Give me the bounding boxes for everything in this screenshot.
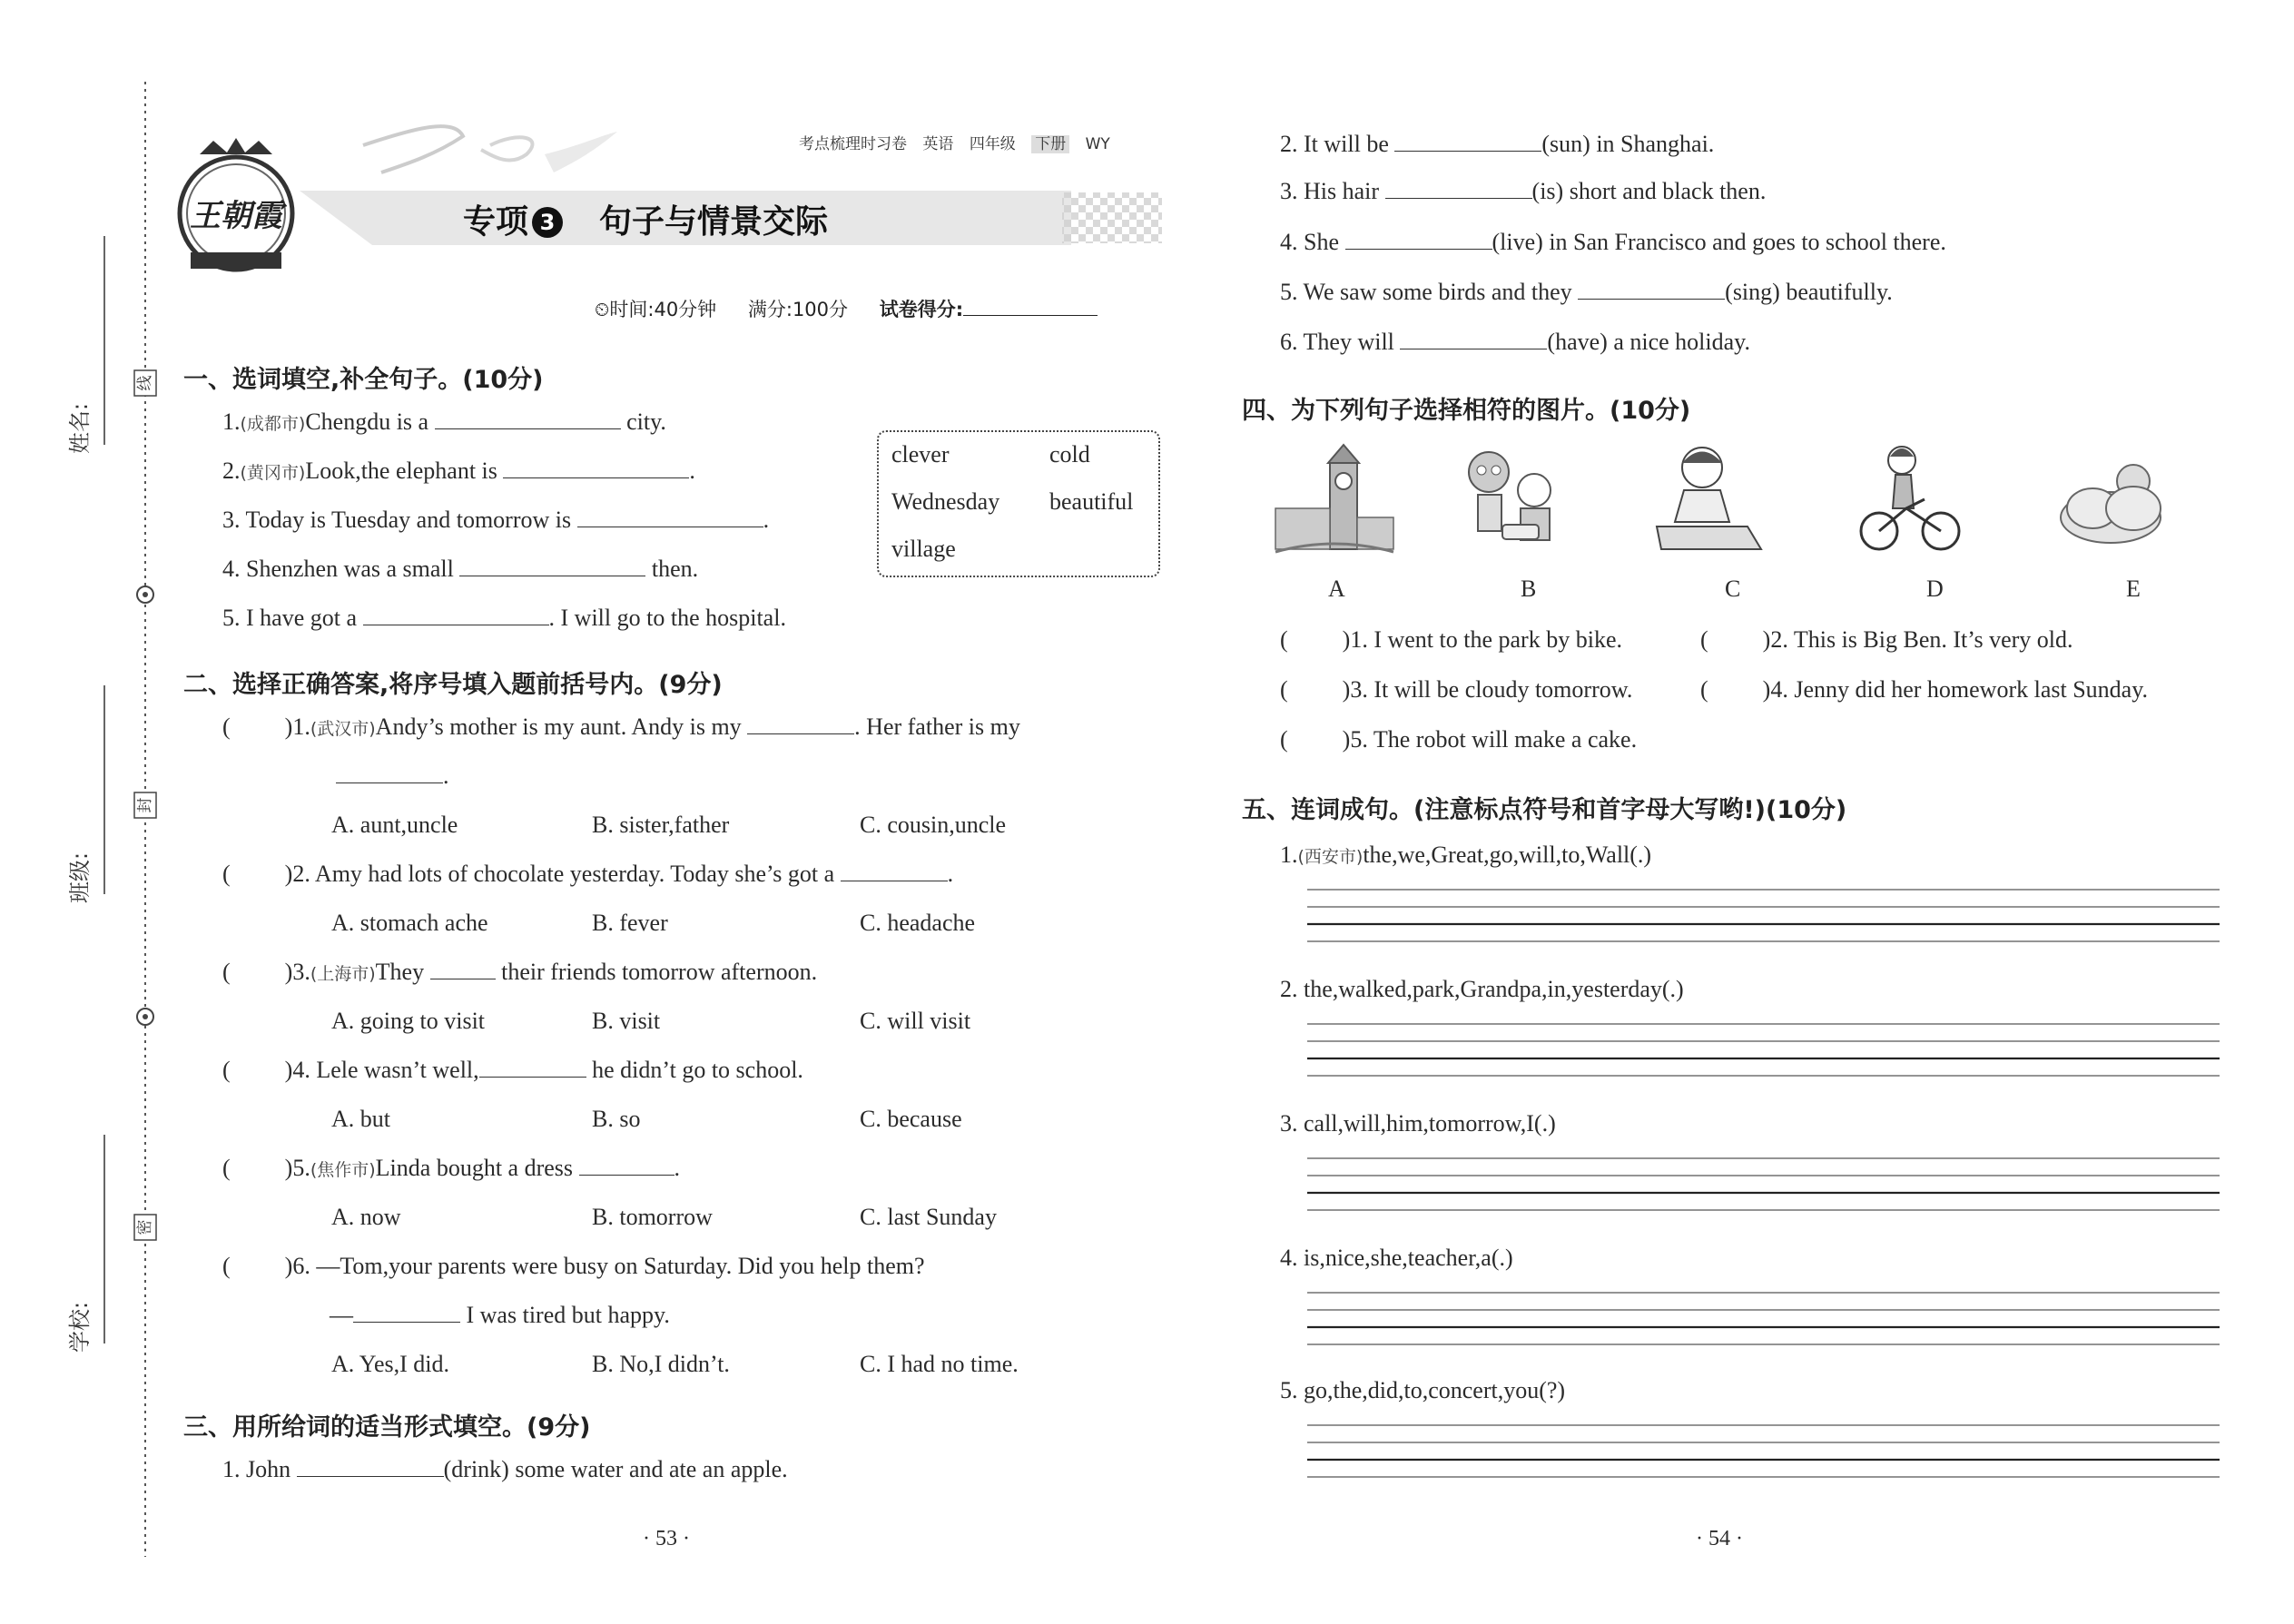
title-prefix: 专项: [463, 203, 529, 241]
picture-label-e: E: [2126, 576, 2141, 602]
answer-bracket[interactable]: (: [222, 959, 231, 985]
score-input[interactable]: [963, 295, 1098, 316]
section2-title: 二、选择正确答案,将序号填入题前括号内。(9分): [183, 671, 723, 699]
s5-item-1: 1.(西安市)the,we,Great,go,will,to,Wall(.): [1280, 842, 1652, 868]
edition: WY: [1085, 135, 1110, 153]
writing-lines[interactable]: [1307, 881, 2224, 1489]
s3-blank-5[interactable]: [1578, 279, 1725, 300]
full-score: 满分:100分: [747, 299, 849, 320]
s1-item-4: 4. Shenzhen was a small then.: [222, 556, 699, 582]
s3-item-2: 2. It will be (sun) in Shanghai.: [1280, 131, 1715, 157]
s2-blank-6[interactable]: [353, 1302, 460, 1323]
word-bank-word: clever: [891, 441, 950, 468]
s5-item-5: 5. go,the,did,to,concert,you(?): [1280, 1377, 1566, 1403]
s4-item-3: ( )3. It will be cloudy tomorrow.: [1280, 676, 1633, 703]
s2-item-6: ( )6. —Tom,your parents were busy on Saturday. Did you help them?: [222, 1253, 925, 1279]
class-field-label: 班级:: [67, 851, 93, 903]
robot-icon: [1469, 452, 1551, 540]
brand-logo: [163, 136, 309, 281]
answer-bracket[interactable]: (: [222, 714, 231, 740]
writing-area-3: [1307, 1158, 2220, 1210]
writing-area-1: [1307, 890, 2220, 941]
answer-bracket[interactable]: (: [222, 861, 231, 887]
s2-blank-5[interactable]: [579, 1155, 674, 1176]
s1-item-5: 5. I have got a . I will go to the hospital.: [222, 605, 786, 631]
word-bank-word: village: [891, 536, 956, 562]
s3-item-6: 6. They will (have) a nice holiday.: [1280, 329, 1750, 355]
s3-blank-4[interactable]: [1345, 229, 1492, 250]
s2-blank-2[interactable]: [841, 861, 948, 881]
writing-area-5: [1307, 1425, 2220, 1477]
answer-bracket[interactable]: (: [222, 1253, 231, 1279]
cloud-icon: [2061, 465, 2161, 543]
title-text: 句子与情景交际: [599, 203, 829, 241]
big-ben-icon: [1275, 445, 1393, 552]
s1-blank-4[interactable]: [459, 556, 645, 576]
bike-icon: [1861, 447, 1959, 549]
name-field-label: 姓名:: [67, 402, 93, 454]
s3-blank-1[interactable]: [297, 1456, 444, 1477]
picture-label-c: C: [1725, 576, 1741, 602]
s2-blank-4[interactable]: [479, 1057, 586, 1078]
header-meta: [799, 131, 1110, 153]
s5-item-4: 4. is,nice,she,teacher,a(.): [1280, 1245, 1513, 1271]
picture-label-d: D: [1926, 576, 1944, 602]
binding-mark-line: 线: [136, 375, 154, 391]
page-title: [463, 196, 828, 242]
section3-title: 三、用所给词的适当形式填空。(9分): [183, 1413, 591, 1442]
s2-item-5: ( )5.(焦作市)Linda bought a dress .: [222, 1155, 681, 1181]
s2-blank-1b[interactable]: [336, 763, 443, 783]
s2-options-2: A. stomach ache B. fever C. headache: [331, 910, 976, 936]
s2-item-3: ( )3.(上海市)They their friends tomorrow afternoon.: [222, 959, 818, 985]
clock-icon: ⏲: [595, 299, 610, 320]
s2-options-3: A. going to visit B. visit C. will visit: [331, 1008, 971, 1034]
s4-item-2: ( )2. This is Big Ben. It’s very old.: [1700, 626, 2073, 653]
binding-margin: [0, 0, 172, 1624]
s2-options-5: A. now B. tomorrow C. last Sunday: [331, 1204, 997, 1230]
s1-item-3: 3. Today is Tuesday and tomorrow is .: [222, 507, 770, 533]
word-bank-word: Wednesday: [891, 488, 1000, 515]
s2-options-1: A. aunt,uncle B. sister,father C. cousin,uncle: [331, 812, 1007, 838]
homework-icon: [1657, 448, 1761, 549]
s2-options-4: A. but B. so C. because: [331, 1106, 962, 1132]
score-label: 试卷得分:: [879, 299, 964, 320]
answer-bracket[interactable]: (: [1700, 626, 1708, 653]
writing-area-2: [1307, 1024, 2220, 1076]
s4-item-4: ( )4. Jenny did her homework last Sunday.: [1700, 676, 2149, 703]
answer-bracket[interactable]: (: [1280, 626, 1288, 653]
s2-blank-1[interactable]: [747, 714, 854, 734]
s1-item-2: 2.(黄冈市)Look,the elephant is .: [222, 458, 695, 484]
subject: 英语: [922, 135, 954, 153]
section4-title: 四、为下列句子选择相符的图片。(10分): [1242, 397, 1691, 425]
word-bank-word: cold: [1049, 441, 1090, 468]
s2-item-6-line2: — I was tired but happy.: [330, 1302, 670, 1328]
brand-logo-text: 王朝霞: [190, 198, 282, 234]
s2-item-1-cont: .: [336, 761, 449, 792]
title-number-badge: 3: [532, 207, 563, 238]
s3-blank-3[interactable]: [1385, 178, 1532, 199]
picture-illustrations: [1266, 440, 2229, 567]
answer-bracket[interactable]: (: [222, 1155, 231, 1181]
writing-area-4: [1307, 1293, 2220, 1344]
time-limit: 时间:40分钟: [609, 299, 717, 320]
s2-item-4: ( )4. Lele wasn’t well, he didn’t go to school.: [222, 1057, 803, 1083]
word-bank: [877, 430, 1160, 577]
s3-blank-6[interactable]: [1400, 329, 1547, 349]
section5-title: 五、连词成句。(注意标点符号和首字母大写哟!)(10分): [1242, 796, 1847, 824]
s1-blank-3[interactable]: [577, 507, 763, 527]
volume: 下册: [1031, 135, 1069, 153]
s3-item-1: 1. John (drink) some water and ate an apple.: [222, 1456, 788, 1482]
s4-item-5: ( )5. The robot will make a cake.: [1280, 726, 1638, 753]
picture-label-a: A: [1328, 576, 1345, 602]
school-field-label: 学校:: [67, 1301, 93, 1353]
s3-item-5: 5. We saw some birds and they (sing) beautifully.: [1280, 279, 1893, 305]
answer-bracket[interactable]: (: [1280, 676, 1288, 703]
s5-item-2: 2. the,walked,park,Grandpa,in,yesterday(.): [1280, 976, 1684, 1002]
s2-options-6: A. Yes,I did. B. No,I didn’t. C. I had no time.: [331, 1351, 1019, 1377]
picture-row: [1266, 440, 2229, 567]
grade: 四年级: [969, 135, 1016, 153]
s5-item-3: 3. call,will,him,tomorrow,I(.): [1280, 1110, 1556, 1137]
s3-item-3: 3. His hair (is) short and black then.: [1280, 178, 1767, 204]
section1-title: 一、选词填空,补全句子。(10分): [183, 366, 544, 394]
s3-item-4: 4. She (live) in San Francisco and goes to school there.: [1280, 229, 1946, 255]
exam-info: [595, 295, 1098, 322]
header: [163, 118, 1171, 320]
s2-blank-3[interactable]: [430, 959, 496, 979]
s4-item-1: ( )1. I went to the park by bike.: [1280, 626, 1622, 653]
page-number-right: · 54 ·: [1696, 1527, 1743, 1550]
s3-blank-2[interactable]: [1394, 131, 1541, 152]
series-name: 考点梳理时习卷: [799, 135, 907, 153]
binding-mark-seal: 封: [136, 797, 154, 813]
s1-blank-2[interactable]: [503, 458, 689, 478]
answer-bracket[interactable]: (: [1280, 726, 1288, 753]
page-number-left: · 53 ·: [643, 1527, 690, 1550]
s1-blank-5[interactable]: [363, 605, 549, 625]
s1-item-1: 1.(成都市)Chengdu is a city.: [222, 408, 666, 435]
binding-mark-fold: 密: [136, 1219, 154, 1235]
word-bank-word: beautiful: [1049, 488, 1134, 515]
picture-label-b: B: [1521, 576, 1537, 602]
s2-item-2: ( )2. Amy had lots of chocolate yesterday. Today she’s got a .: [222, 861, 954, 887]
s1-blank-1[interactable]: [435, 408, 621, 429]
answer-bracket[interactable]: (: [1700, 676, 1708, 703]
s2-item-1: ( )1.(武汉市)Andy’s mother is my aunt. Andy is my . Her father is my: [222, 714, 1020, 740]
answer-bracket[interactable]: (: [222, 1057, 231, 1083]
